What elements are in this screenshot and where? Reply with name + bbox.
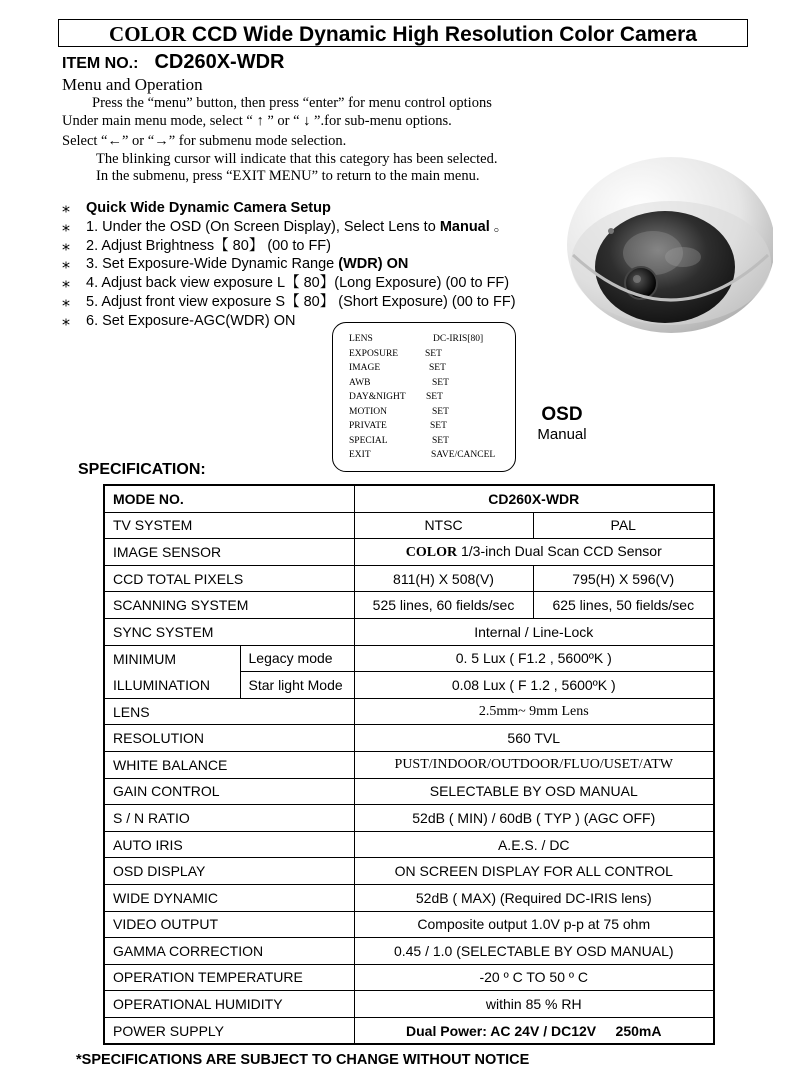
osd-row-exposure: EXPOSURE SET — [349, 348, 442, 359]
setup-heading: Quick Wide Dynamic Camera Setup — [86, 200, 331, 216]
osd-label: OSD — [541, 404, 583, 425]
asterisk-icon: ⁎ — [62, 199, 70, 216]
table-row: SCANNING SYSTEM 525 lines, 60 fields/sec 625 lines, 50 fields/sec — [104, 592, 714, 619]
table-row: OPERATION TEMPERATURE -20 º C TO 50 º C — [104, 964, 714, 991]
table-row: LENS 2.5mm~ 9mm Lens — [104, 698, 714, 725]
setup-step-3: ⁎ 3. Set Exposure-Wide Dynamic Range (WDR) ON — [62, 255, 409, 273]
item-number-value: CD260X-WDR — [154, 51, 285, 73]
table-row: S / N RATIO 52dB ( MIN) / 60dB ( TYP ) (AGC OFF) — [104, 805, 714, 832]
document-title — [58, 19, 748, 47]
osd-row-awb: AWB SET — [349, 377, 449, 388]
title-color-word: COLOR — [109, 22, 187, 46]
setup-step-4: ⁎ 4. Adjust back view exposure L【 80】(Long Exposure) (00 to FF) — [62, 274, 510, 292]
item-number — [62, 51, 284, 74]
osd-caption — [520, 404, 604, 444]
menu-title: Menu and Operation — [62, 75, 203, 94]
disclaimer-footer: *SPECIFICATIONS ARE SUBJECT TO CHANGE WITHOUT NOTICE — [76, 1052, 530, 1068]
asterisk-icon: ⁎ — [62, 311, 70, 329]
table-row: WIDE DYNAMIC 52dB ( MAX) (Required DC-IRIS lens) — [104, 884, 714, 911]
table-row: SYNC SYSTEM Internal / Line-Lock — [104, 618, 714, 645]
osd-row-lens: LENS DC-IRIS[80] — [349, 334, 484, 344]
asterisk-icon: ⁎ — [62, 236, 70, 254]
setup-step-2: ⁎ 2. Adjust Brightness【 80】 (00 to FF) — [62, 236, 331, 254]
specification-title: SPECIFICATION: — [78, 461, 206, 478]
setup-step-6: ⁎ 6. Set Exposure-AGC(WDR) ON — [62, 311, 296, 329]
table-header-model: CD260X-WDR — [354, 485, 714, 512]
asterisk-icon: ⁎ — [62, 255, 70, 273]
osd-row-day-night: DAY&NIGHT SET — [349, 392, 443, 402]
table-row: MINIMUM ILLUMINATION Legacy mode 0. 5 Lux ( F1.2 , 5600ºK ) — [104, 645, 714, 672]
table-row: CCD TOTAL PIXELS 811(H) X 508(V) 795(H) X 596(V) — [104, 565, 714, 592]
setup-step-1: ⁎ 1. Under the OSD (On Screen Display), Select Lens to Manual 。 — [62, 217, 509, 235]
osd-row-image: IMAGE SET — [349, 363, 446, 373]
table-row: GAIN CONTROL SELECTABLE BY OSD MANUAL — [104, 778, 714, 805]
setup-step-5: ⁎ 5. Adjust front view exposure S【 80】 (Short Exposure) (00 to FF) — [62, 292, 516, 310]
table-row: Star light Mode 0.08 Lux ( F 1.2 , 5600ºK ) — [104, 672, 714, 699]
menu-line-4: The blinking cursor will indicate that this category has been selected. — [96, 151, 498, 167]
table-row: WHITE BALANCE PUST/INDOOR/OUTDOOR/FLUO/USET/ATW — [104, 751, 714, 778]
table-row: GAMMA CORRECTION 0.45 / 1.0 (SELECTABLE BY OSD MANUAL) — [104, 938, 714, 965]
menu-line-2: Under main menu mode, select “ ↑ ” or “ ↓ ”.for sub-menu options. — [62, 113, 452, 129]
osd-row-motion: MOTION SET — [349, 406, 449, 417]
table-row: OSD DISPLAY ON SCREEN DISPLAY FOR ALL CONTROL — [104, 858, 714, 885]
osd-menu-panel — [332, 322, 516, 472]
table-row: OPERATIONAL HUMIDITY within 85 % RH — [104, 991, 714, 1018]
table-row: RESOLUTION 560 TVL — [104, 725, 714, 752]
osd-row-special: SPECIAL SET — [349, 435, 449, 446]
menu-line-5: In the submenu, press “EXIT MENU” to return to the main menu. — [96, 168, 480, 184]
osd-row-exit: EXIT SAVE/CANCEL — [349, 450, 496, 460]
title-text: CCD Wide Dynamic High Resolution Color Camera — [186, 23, 697, 46]
osd-sublabel: Manual — [537, 426, 587, 443]
asterisk-icon: ⁎ — [62, 292, 70, 310]
menu-line-3: Select “←” or “→” for submenu mode selection. — [62, 133, 347, 149]
table-row: TV SYSTEM NTSC PAL — [104, 512, 714, 539]
table-row: AUTO IRIS A.E.S. / DC — [104, 831, 714, 858]
table-row: POWER SUPPLY Dual Power: AC 24V / DC12V 250mA — [104, 1017, 714, 1044]
setup-heading-row — [62, 199, 516, 218]
table-header-label: MODE NO. — [104, 485, 354, 512]
menu-line-1: Press the “menu” button, then press “enter” for menu control options — [92, 95, 492, 111]
illumination-label: MINIMUM ILLUMINATION — [104, 645, 240, 698]
table-row: IMAGE SENSOR COLOR 1/3-inch Dual Scan CCD Sensor — [104, 539, 714, 566]
item-number-label: ITEM NO.: — [62, 55, 139, 72]
asterisk-icon: ⁎ — [62, 274, 70, 292]
table-row — [104, 485, 714, 512]
specification-table — [103, 484, 715, 1045]
osd-row-private: PRIVATE SET — [349, 421, 447, 431]
asterisk-icon: ⁎ — [62, 217, 70, 235]
quick-setup — [62, 199, 516, 331]
dome-camera-image — [553, 145, 773, 350]
table-row: VIDEO OUTPUT Composite output 1.0V p-p at 75 ohm — [104, 911, 714, 938]
